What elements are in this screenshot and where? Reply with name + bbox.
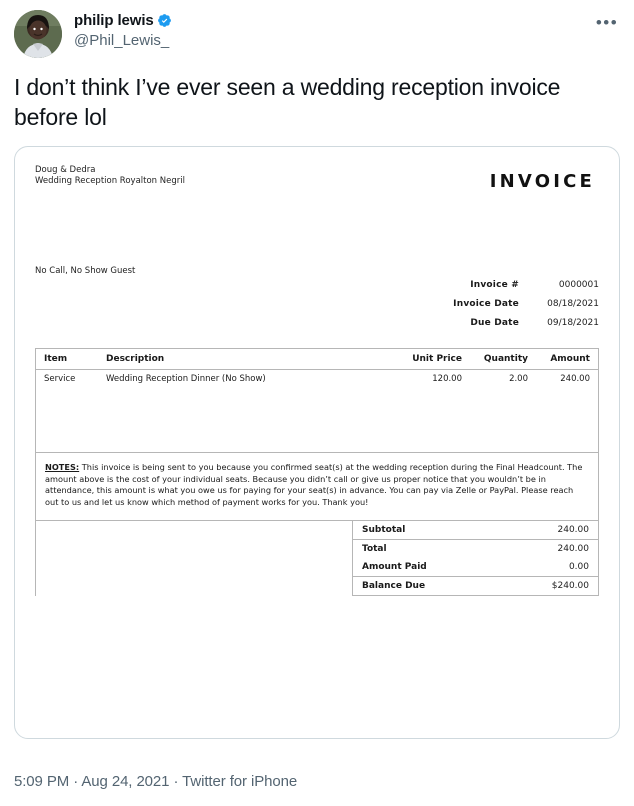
table-row: [36, 370, 598, 390]
cell-unit-price: 120.00: [432, 374, 462, 384]
user-handle[interactable]: @Phil_Lewis_: [74, 32, 170, 49]
invoice-top: [35, 165, 599, 192]
tweet-header: [14, 10, 620, 58]
verified-badge-icon: [157, 13, 172, 28]
subtotal-label: Subtotal: [362, 525, 406, 535]
invoice-bill-to: No Call, No Show Guest: [35, 266, 136, 276]
column-header-amount: Amount: [550, 354, 590, 364]
invoice-totals-wrap: [36, 520, 598, 596]
column-header-unit-price: Unit Price: [412, 354, 462, 364]
invoice-sender-line2: Wedding Reception Royalton Negril: [35, 176, 185, 186]
table-empty-space: [36, 390, 598, 452]
more-options-icon[interactable]: •••: [595, 13, 619, 32]
invoice-meta-row: [427, 280, 599, 290]
invoice-notes: [36, 452, 598, 520]
invoice-meta-row: [427, 299, 599, 309]
invoice-number-label: Invoice #: [470, 280, 519, 290]
subtotal-value: 240.00: [557, 525, 589, 535]
tweet-timestamp[interactable]: 5:09 PM · Aug 24, 2021 · Twitter for iPhone: [14, 773, 298, 790]
invoice-title: INVOICE: [489, 171, 595, 192]
invoice-totals: [353, 521, 598, 596]
name-row: [74, 11, 172, 30]
tweet-media-invoice-image[interactable]: [14, 146, 620, 739]
total-label: Total: [362, 544, 387, 554]
due-date-label: Due Date: [470, 318, 519, 328]
invoice-meta-row: [427, 318, 599, 328]
column-header-description: Description: [106, 354, 165, 364]
cell-description: Wedding Reception Dinner (No Show): [106, 374, 266, 384]
totals-row-subtotal: [353, 521, 598, 540]
display-name[interactable]: philip lewis: [74, 12, 154, 29]
invoice-items-table: [35, 348, 599, 596]
total-value: 240.00: [557, 544, 589, 554]
invoice-notes-text: This invoice is being sent to you because you confirmed seat(s) at the wedding reception during the Final Headcount. The amount above is the cost of your individual seats. Because you didn’t call or give us proper notice that you wouldn’t be in attendance, this amount is what you owe us for paying for your seat(s) in advance. You can pay via Zelle or PayPal. Please reach out to us and let us know which method of payment works for you. Thank you!: [45, 462, 583, 507]
invoice-meta: [35, 280, 599, 328]
totals-row-balance-due: [353, 576, 598, 596]
cell-item: Service: [44, 374, 76, 384]
totals-row-total: [353, 540, 598, 558]
invoice-date-label: Invoice Date: [453, 299, 519, 309]
amount-paid-label: Amount Paid: [362, 562, 427, 572]
avatar-image: [14, 10, 62, 58]
cell-amount: 240.00: [560, 374, 590, 384]
invoice-notes-label: NOTES:: [45, 462, 80, 472]
user-info: [74, 10, 172, 51]
balance-due-label: Balance Due: [362, 581, 426, 591]
totals-spacer: [36, 521, 353, 596]
invoice-date-value: 08/18/2021: [547, 299, 599, 309]
amount-paid-value: 0.00: [568, 562, 589, 572]
table-header-row: [36, 349, 598, 370]
due-date-value: 09/18/2021: [547, 318, 599, 328]
tweet-text: I don’t think I’ve ever seen a wedding reception invoice before lol: [14, 74, 561, 130]
invoice-document: [15, 147, 619, 596]
column-header-quantity: Quantity: [483, 354, 528, 364]
totals-row-amount-paid: [353, 558, 598, 576]
invoice-sender-line1: Doug & Dedra: [35, 165, 96, 175]
invoice-sender: [35, 165, 185, 187]
avatar[interactable]: [14, 10, 62, 58]
column-header-item: Item: [44, 354, 68, 364]
balance-due-value: $240.00: [551, 581, 589, 591]
cell-quantity: 2.00: [509, 374, 528, 384]
invoice-number-value: 0000001: [558, 280, 599, 290]
